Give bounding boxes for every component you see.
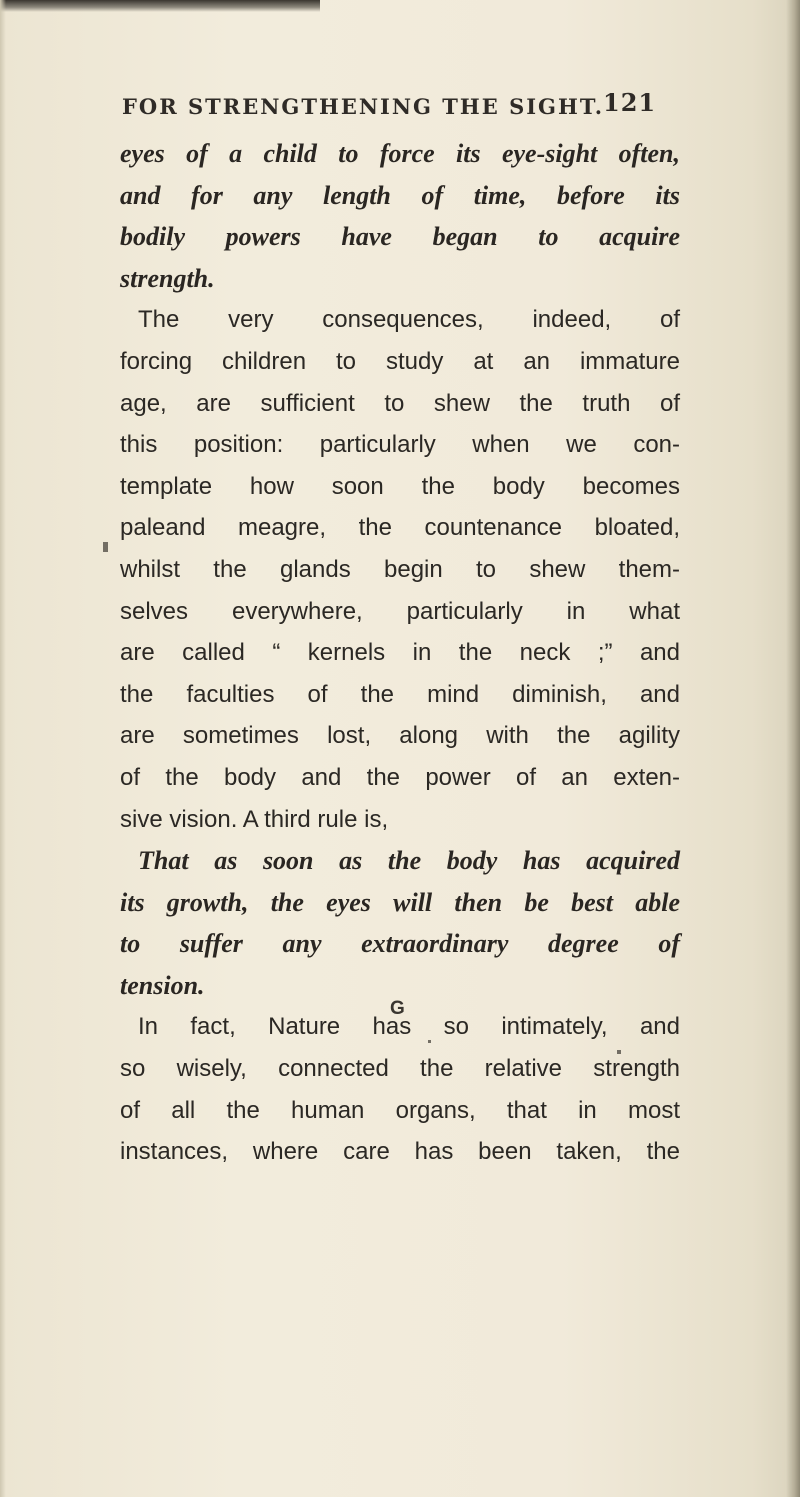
text-line: the faculties of the mind diminish, and xyxy=(120,680,680,708)
text-line: instances, where care has been taken, the xyxy=(120,1138,680,1166)
paragraph-start-line: In fact, Nature has so intimately, and xyxy=(138,1013,680,1041)
text-line: strength. xyxy=(120,263,215,293)
text-line: to suffer any extraordinary degree of xyxy=(120,929,680,959)
text-line: of all the human organs, that in most xyxy=(120,1096,680,1124)
running-head: FOR STRENGTHENING THE SIGHT. xyxy=(122,94,605,119)
text-line: whilst the glands begin to shew them- xyxy=(120,555,680,583)
text-line: bodily powers have began to acquire xyxy=(120,222,680,252)
page-header xyxy=(122,88,682,128)
top-edge-shadow xyxy=(0,0,320,12)
right-edge-shadow xyxy=(786,0,800,1497)
text-line: so wisely, connected the relative strength xyxy=(120,1055,680,1083)
text-line: eyes of a child to force its eye-sight often, xyxy=(120,139,680,168)
ink-speck xyxy=(617,1050,621,1054)
left-edge-shadow xyxy=(0,0,6,1497)
paragraph-start-line: That as soon as the body has acquired xyxy=(138,846,680,876)
text-line: sive vision. A third rule is, xyxy=(120,805,389,833)
text-line: template how soon the body becomes xyxy=(120,472,680,500)
ink-speck xyxy=(428,1040,431,1043)
ink-speck xyxy=(103,542,108,552)
text-line: selves everywhere, particularly in what xyxy=(120,597,680,625)
text-line: are sometimes lost, along with the agility xyxy=(120,722,680,750)
text-line: and for any length of time, before its xyxy=(120,180,680,210)
text-line: of the body and the power of an exten- xyxy=(120,763,680,791)
text-line: forcing children to study at an immature xyxy=(120,347,680,375)
signature-mark: G xyxy=(390,998,405,1019)
text-line: paleand meagre, the countenance bloated, xyxy=(120,514,680,542)
text-line: its growth, the eyes will then be best able xyxy=(120,887,680,917)
text-line: age, are sufficient to shew the truth of xyxy=(120,389,680,417)
text-line: this position: particularly when we con- xyxy=(120,431,680,459)
text-line: are called “ kernels in the neck ;” and xyxy=(120,639,680,667)
paragraph-start-line: The very consequences, indeed, of xyxy=(138,306,680,334)
text-line: tension. xyxy=(120,970,205,1000)
page-number: 121 xyxy=(603,88,657,117)
